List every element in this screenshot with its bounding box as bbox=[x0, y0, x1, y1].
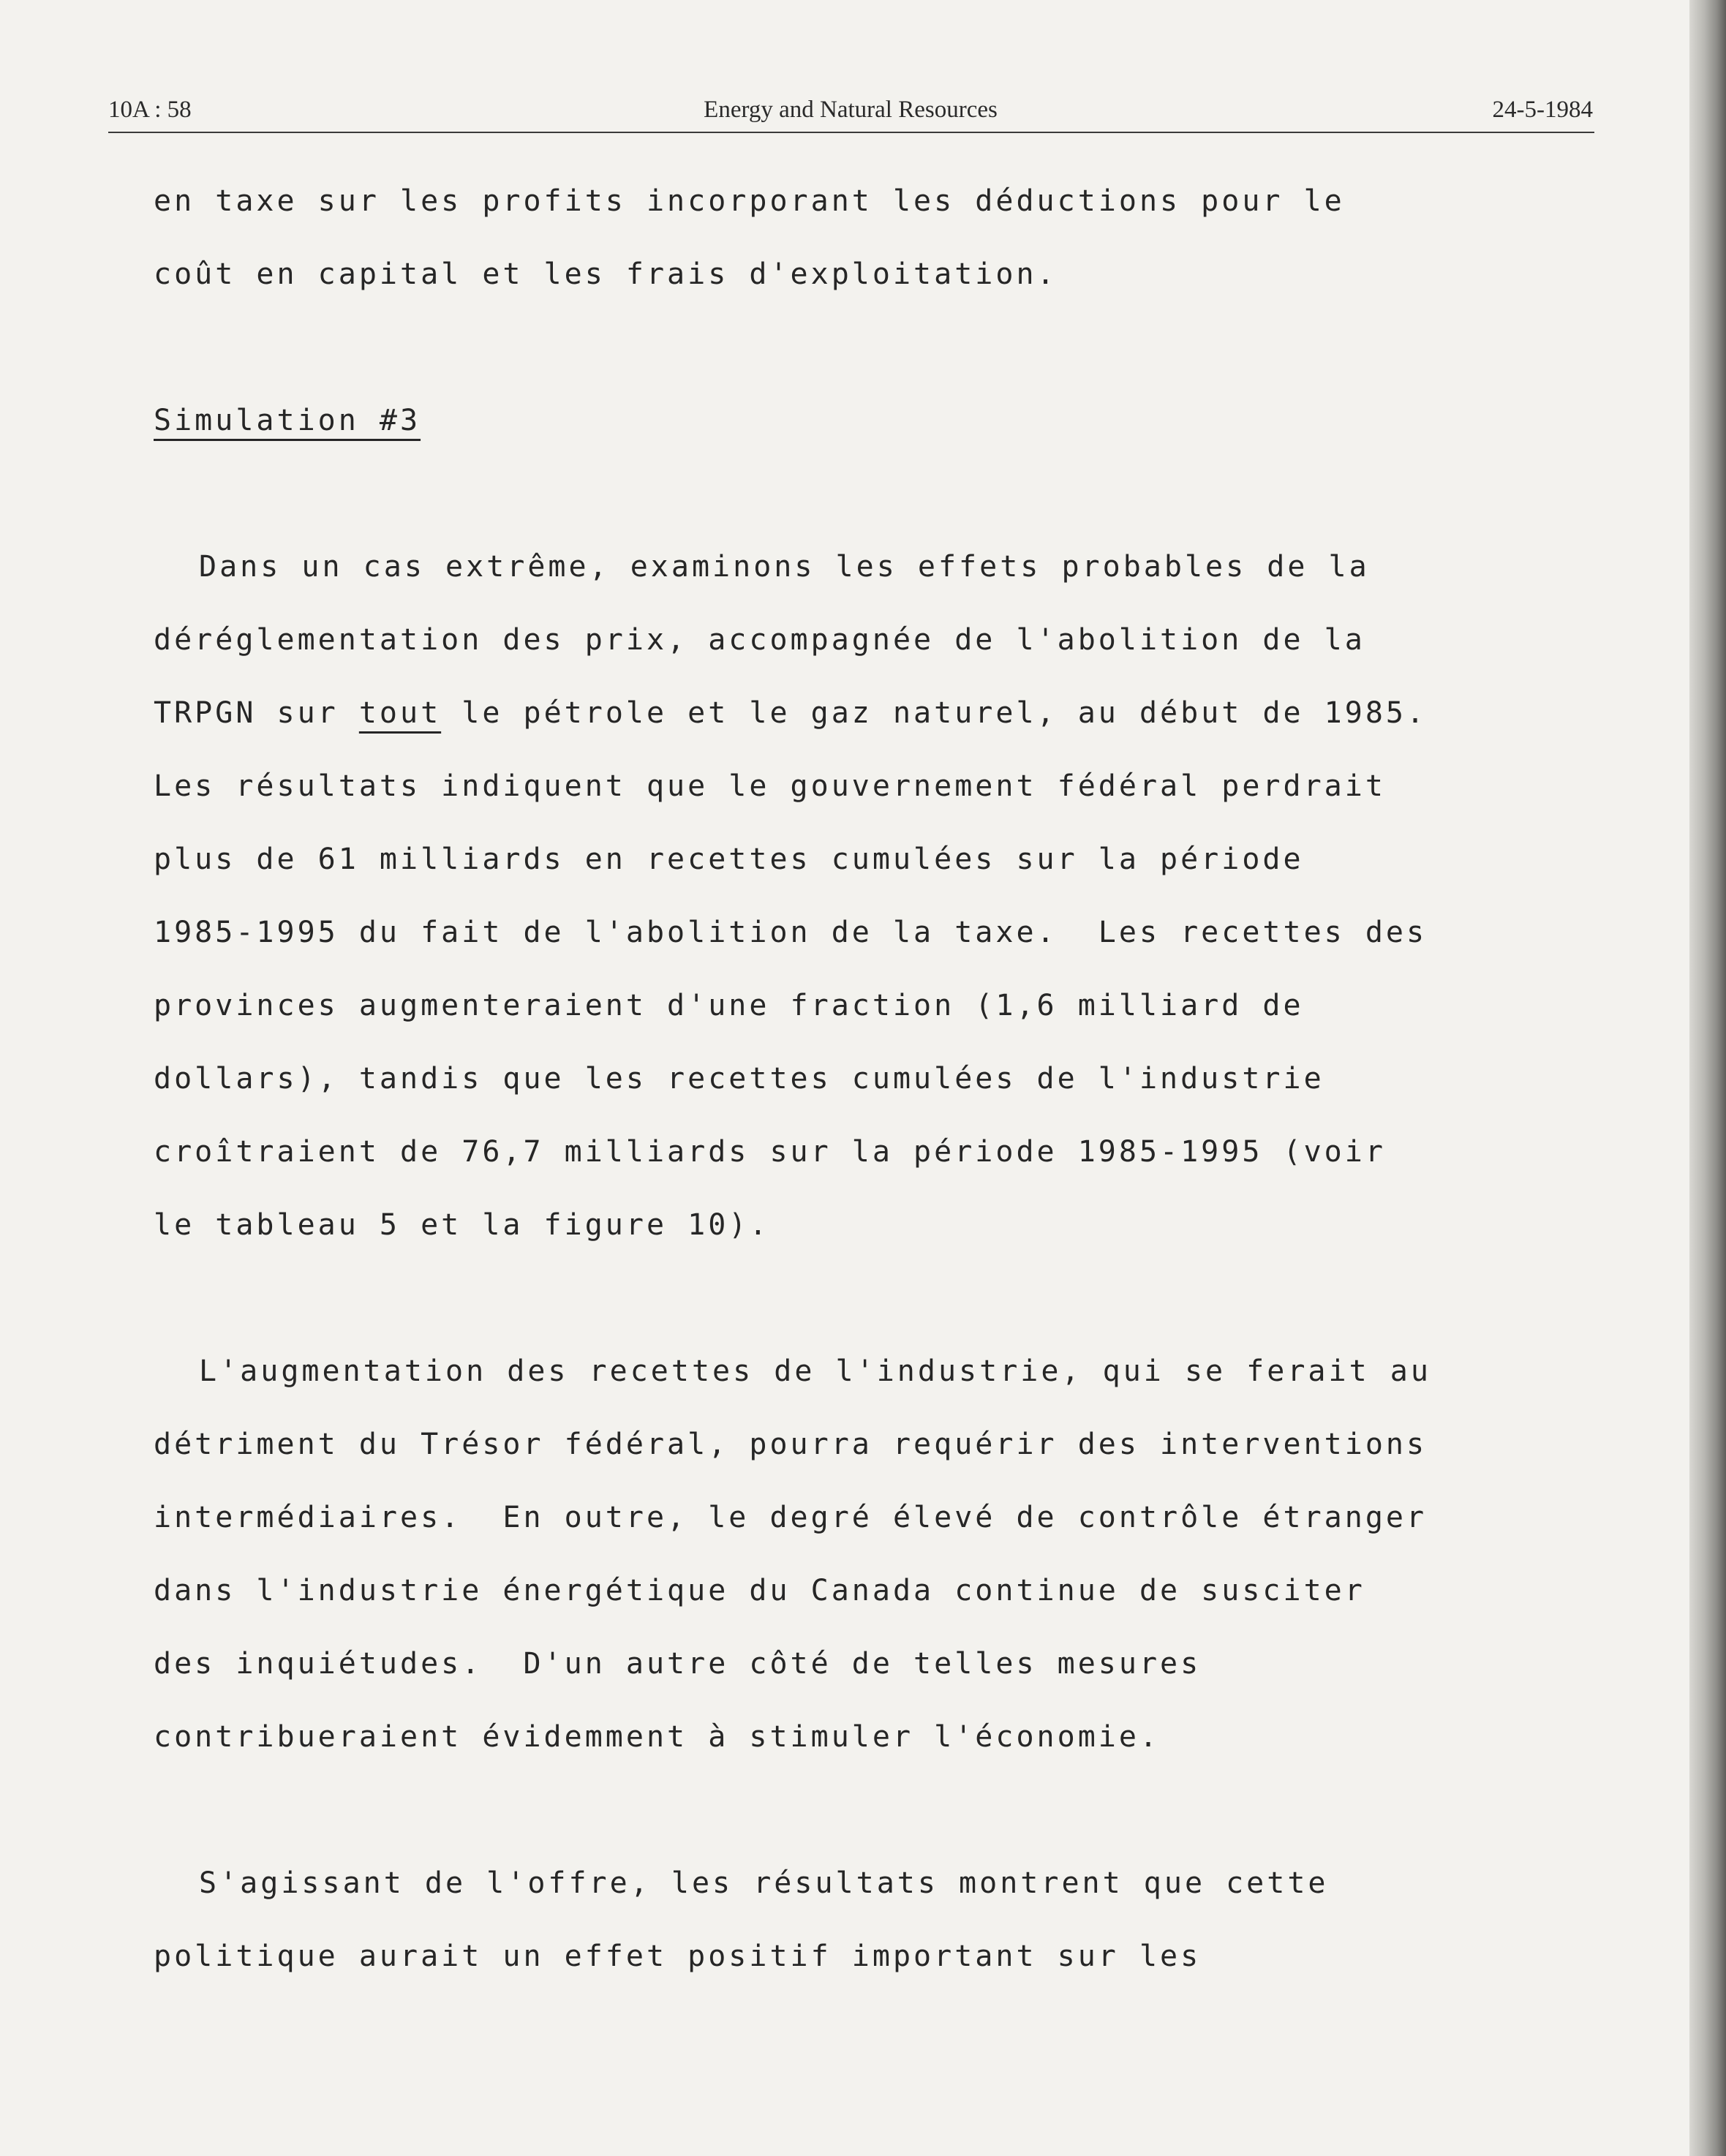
text-line: provinces augmenteraient d'une fraction (1,6 milliard de bbox=[154, 989, 1304, 1022]
section-heading-text: Simulation #3 bbox=[154, 404, 421, 437]
text-segment: TRPGN sur bbox=[154, 696, 359, 730]
text-line: dollars), tandis que les recettes cumulées de l'industrie bbox=[154, 1062, 1324, 1096]
header-rule bbox=[108, 132, 1594, 133]
text-line: plus de 61 milliards en recettes cumulées sur la période bbox=[154, 843, 1304, 876]
paragraph-continuation bbox=[154, 165, 1543, 311]
publication-title: Energy and Natural Resources bbox=[704, 97, 998, 123]
text-line: politique aurait un effet positif important sur les bbox=[154, 1940, 1202, 1973]
text-line: des inquiétudes. D'un autre côté de telles mesures bbox=[154, 1647, 1202, 1681]
publication-date: 24-5-1984 bbox=[1492, 97, 1593, 123]
running-head bbox=[108, 97, 1593, 133]
body-text bbox=[154, 165, 1543, 1993]
text-line: détriment du Trésor fédéral, pourra requérir des interventions bbox=[154, 1428, 1428, 1461]
text-line: intermédiaires. En outre, le degré élevé de contrôle étranger bbox=[154, 1501, 1428, 1534]
paragraph-supply bbox=[154, 1847, 1543, 1993]
text-line: contribueraient évidemment à stimuler l'économie. bbox=[154, 1720, 1161, 1754]
text-segment: le pétrole et le gaz naturel, au début de 1985. bbox=[441, 696, 1428, 730]
paragraph-simulation-results bbox=[154, 530, 1543, 1262]
binding-edge bbox=[1689, 0, 1726, 2156]
text-line: dans l'industrie énergétique du Canada continue de susciter bbox=[154, 1574, 1365, 1607]
text-line: Dans un cas extrême, examinons les effets probables de la bbox=[199, 550, 1370, 584]
underlined-word: tout bbox=[358, 696, 442, 730]
text-line: 1985-1995 du fait de l'abolition de la taxe. Les recettes des bbox=[154, 916, 1428, 949]
paragraph-industry-revenue bbox=[154, 1335, 1543, 1774]
text-line: coût en capital et les frais d'exploitation. bbox=[154, 257, 1058, 291]
text-line: S'agissant de l'offre, les résultats montrent que cette bbox=[199, 1866, 1329, 1900]
text-line: Les résultats indiquent que le gouvernement fédéral perdrait bbox=[154, 769, 1386, 803]
text-line: croîtraient de 76,7 milliards sur la période 1985-1995 (voir bbox=[154, 1135, 1386, 1169]
text-line: déréglementation des prix, accompagnée de l'abolition de la bbox=[154, 623, 1365, 657]
section-heading bbox=[154, 384, 1543, 457]
text-line bbox=[154, 676, 1543, 750]
text-line: le tableau 5 et la figure 10). bbox=[154, 1208, 770, 1242]
text-line: en taxe sur les profits incorporant les déductions pour le bbox=[154, 184, 1345, 218]
text-line: L'augmentation des recettes de l'industrie, qui se ferait au bbox=[199, 1354, 1431, 1388]
page-number: 10A : 58 bbox=[108, 97, 192, 123]
